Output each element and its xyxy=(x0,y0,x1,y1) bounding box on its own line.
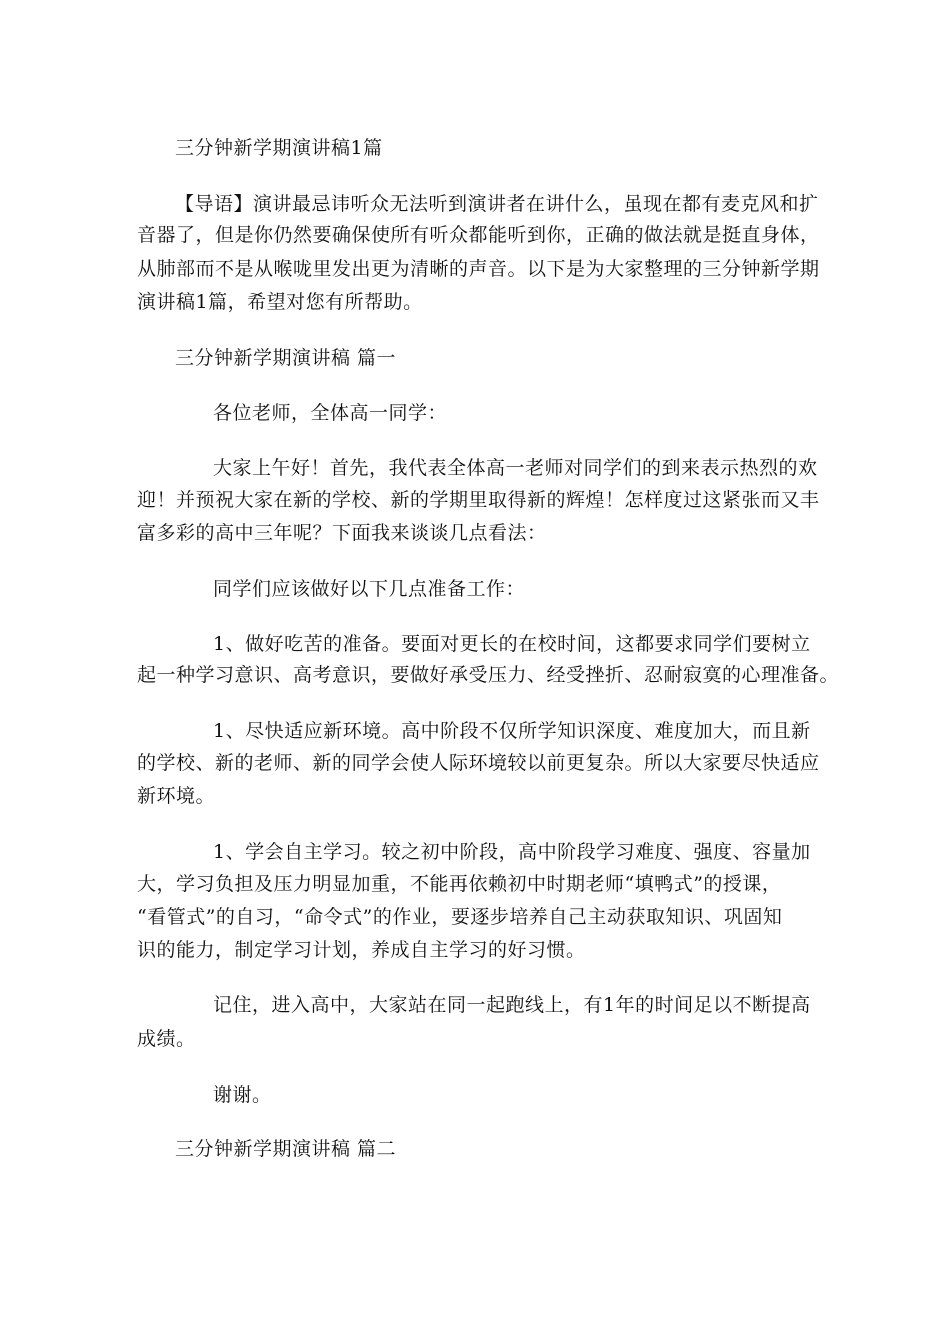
list-item-line: 1、做好吃苦的准备。要面对更长的在校时间，这都要求同学们要树立 xyxy=(213,633,811,655)
intro-line: 音器了，但是你仍然要确保使所有听众都能听到你，正确的做法就是挺直身体， xyxy=(137,224,820,246)
list-item-line: 的学校、新的老师、新的同学会使人际环境较以前更复杂。所以大家要尽快适应 xyxy=(137,752,820,774)
intro-line: 【导语】演讲最忌讳听众无法听到演讲者在讲什么，虽现在都有麦克风和扩 xyxy=(175,193,819,215)
paragraph-line: 富多彩的高中三年呢？下面我来谈谈几点看法： xyxy=(137,522,547,544)
intro-line: 从肺部而不是从喉咙里发出更为清晰的声音。以下是为大家整理的三分钟新学期 xyxy=(137,258,820,280)
thanks-line: 谢谢。 xyxy=(213,1084,272,1106)
list-item-line: 起一种学习意识、高考意识，要做好承受压力、经受挫折、忍耐寂寞的心理准备。 xyxy=(137,664,840,686)
paragraph-line: 成绩。 xyxy=(137,1028,196,1050)
intro-line: 演讲稿1篇，希望对您有所帮助。 xyxy=(137,291,423,313)
section-heading: 三分钟新学期演讲稿 篇二 xyxy=(175,1138,397,1160)
paragraph-line: 记住，进入高中，大家站在同一起跑线上，有1年的时间足以不断提高 xyxy=(213,994,811,1016)
document-title: 三分钟新学期演讲稿1篇 xyxy=(175,137,383,159)
list-item-line: 1、学会自主学习。较之初中阶段，高中阶段学习难度、强度、容量加 xyxy=(213,841,811,863)
list-item-line: 识的能力，制定学习计划，养成自主学习的好习惯。 xyxy=(137,939,586,961)
list-item-line: “看管式”的自习，“命令式”的作业，要逐步培养自己主动获取知识、巩固知 xyxy=(137,906,783,928)
list-item-line: 新环境。 xyxy=(137,785,216,807)
paragraph-line: 同学们应该做好以下几点准备工作： xyxy=(213,578,526,600)
list-item-line: 大，学习负担及压力明显加重，不能再依赖初中时期老师“填鸭式”的授课， xyxy=(137,873,782,895)
paragraph-line: 迎！并预祝大家在新的学校、新的学期里取得新的辉煌！怎样度过这紧张而又丰 xyxy=(137,489,820,511)
paragraph-line: 大家上午好！首先，我代表全体高一老师对同学们的到来表示热烈的欢 xyxy=(213,457,818,479)
section-heading: 三分钟新学期演讲稿 篇一 xyxy=(175,347,397,369)
greeting: 各位老师，全体高一同学： xyxy=(213,402,448,424)
list-item-line: 1、尽快适应新环境。高中阶段不仅所学知识深度、难度加大，而且新 xyxy=(213,720,811,742)
